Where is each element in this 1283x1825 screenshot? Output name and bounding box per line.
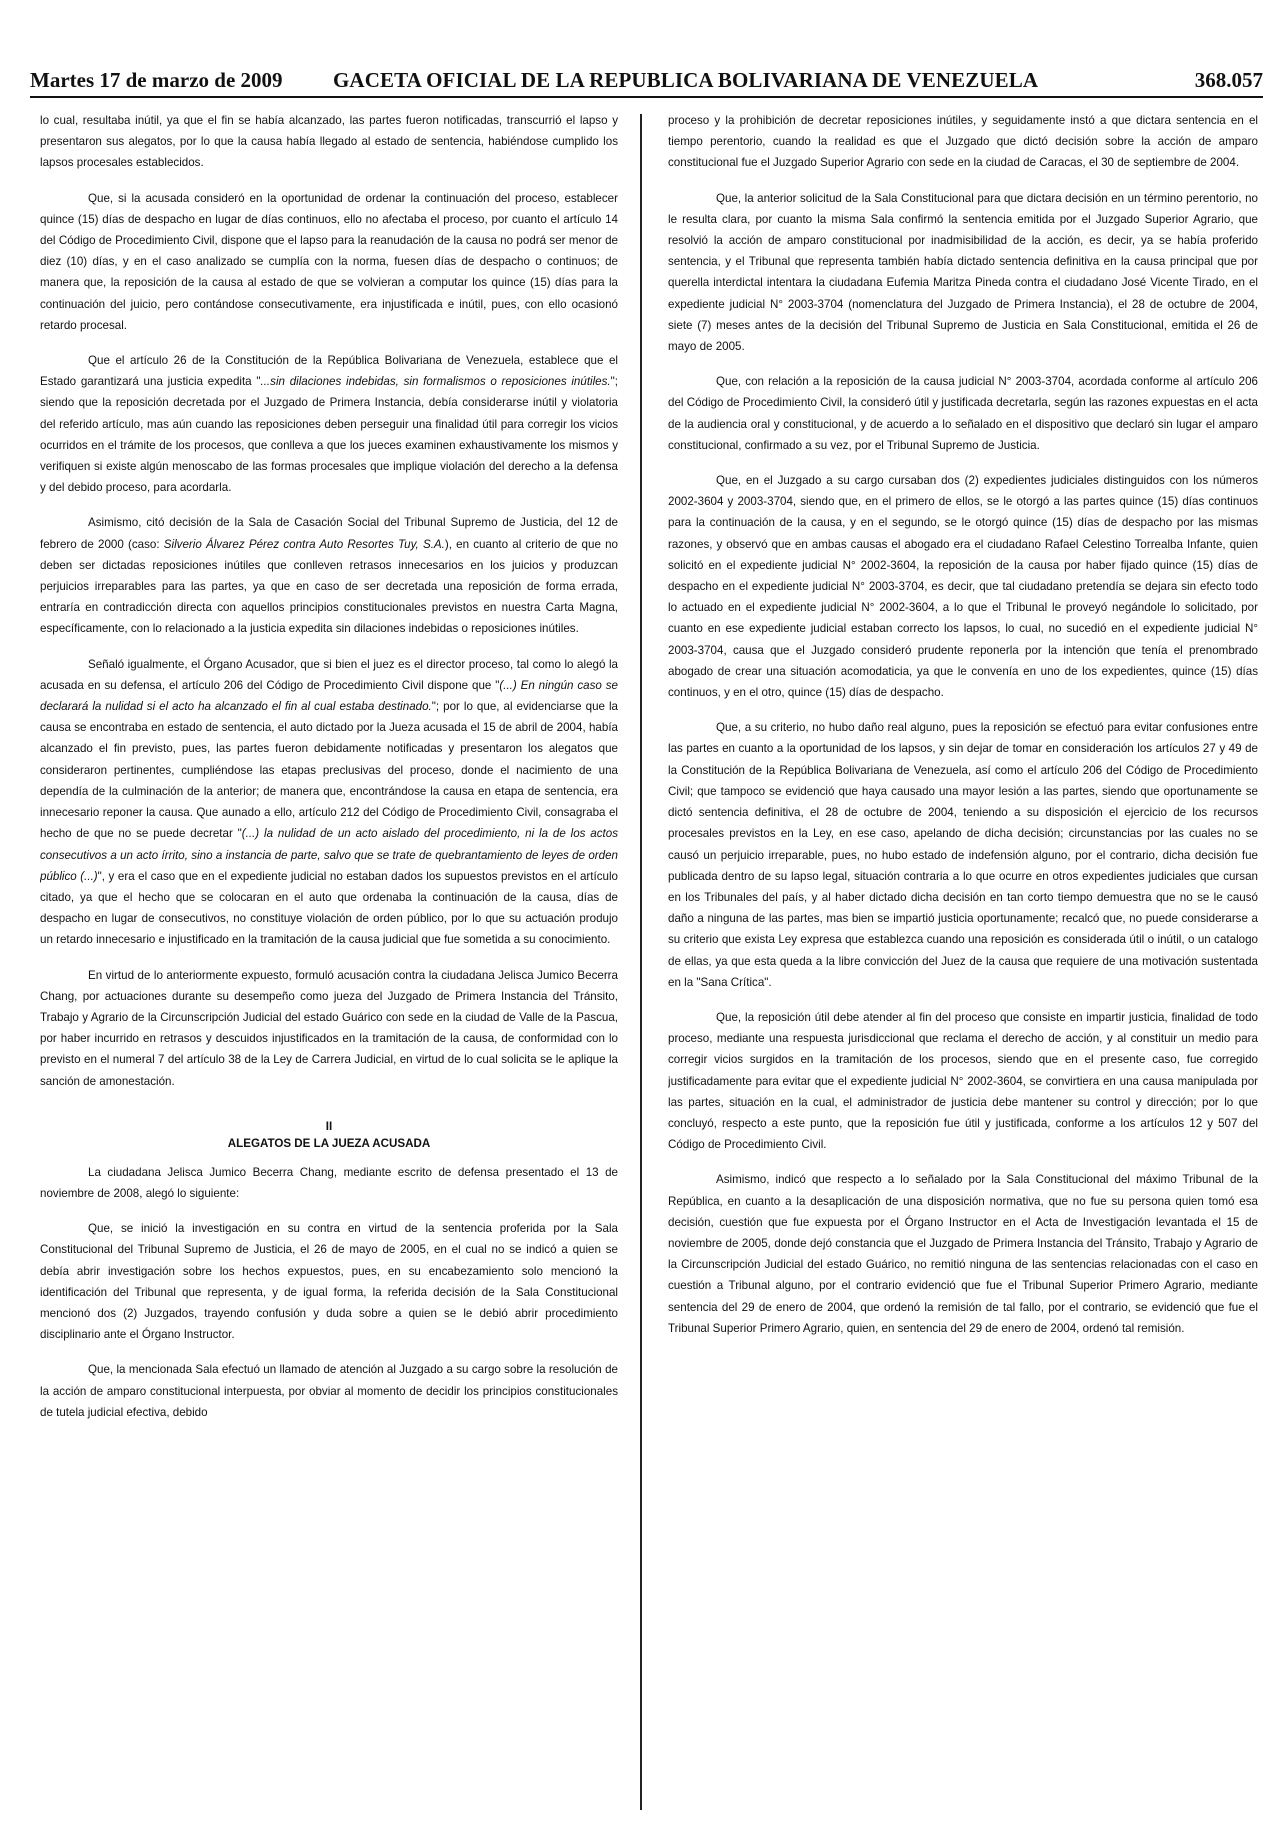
left-column bbox=[40, 110, 618, 1815]
header-date: Martes 17 de marzo de 2009 bbox=[30, 68, 283, 92]
header-rule bbox=[30, 96, 1263, 98]
paragraph: Que, la mencionada Sala efectuó un llamado de atención al Juzgado a su cargo sobre la resolución de la acción de amparo constitucional interpuesta, por obviar al momento de decidir los principios constitucionales de tutela judicial efectiva, debido bbox=[40, 1363, 618, 1419]
paragraph-text: Que el artículo 26 de la Constitución de la República Bolivariana de Venezuela, establece que el Estado garantizará una justicia expedita " bbox=[40, 354, 618, 389]
paragraph-text: Asimismo, citó decisión de la Sala de Casación Social del Tribunal Supremo de Justicia, del 12 de febrero de 2000 (caso: bbox=[40, 516, 618, 551]
constitution-quote: ...sin dilaciones indebidas, sin formalismos o reposiciones inútiles. bbox=[260, 375, 611, 389]
page-header bbox=[30, 68, 1263, 96]
header-title: GACETA OFICIAL DE LA REPUBLICA BOLIVARIANA DE VENEZUELA bbox=[333, 68, 1039, 92]
paragraph-text: "; por lo que, al evidenciarse que la causa se encontraba en estado de sentencia, el auto dictado por la Jueza acusada el 15 de abril de 2004, había alcanzado el fin previsto, pues, las partes fueron debidamente notificadas y presentaron los alegatos que consideraron pertinentes, cumpliéndose las etapas preclusivas del proceso, donde el nacimiento de una dependía de la culminación de la anterior; de manera que, encontrándose la causa en etapa de sentencia, era innecesario reponer la causa. Que aunado a ello, artículo 212 del Código de Procedimiento Civil, consagraba el hecho de que no se puede decretar " bbox=[40, 700, 618, 841]
paragraph-text: "; siendo que la reposición decretada por el Juzgado de Primera Instancia, debía considerarse inútil y violatoria del referido artículo, mas aún cuando las reposiciones deben perseguir una finalidad útil para corregir los vicios ocurridos en el trámite de los procesos, que conlleva a que los jueces examinen exhaustivamente los mismos y verifiquen si existe algún menoscabo de las formas procesales que implique violación del derecho a la defensa y del debido proceso, para acordarla. bbox=[40, 375, 618, 495]
paragraph: Que, se inició la investigación en su contra en virtud de la sentencia proferida por la Sala Constitucional del Tribunal Supremo de Justicia, el 26 de mayo de 2005, en el cual no se indicó a quien se debía abrir investigación sobre los hechos expuestos, pues, en su encabezamiento solo mencionó la identificación del Tribunal que representa, y de igual forma, la referida decisión de la Sala Constitucional mencionó dos (2) Juzgados, trayendo confusión y duda sobre a quien se le debió abrir procedimiento disciplinario ante el Órgano Instructor. bbox=[40, 1222, 618, 1342]
paragraph: Que, en el Juzgado a su cargo cursaban dos (2) expedientes judiciales distinguidos con los números 2002-3604 y 2003-3704, siendo que, en el primero de ellos, se le otorgó a las partes quince (15) días continuos para la continuación de la causa, y en el segundo, se le otorgó quince (15) días de despacho por las mismas razones, y observó que en ambas causas el abogado era el ciudadano Rafael Celestino Torrealba Infante, quien solicitó en el expediente judicial N° 2002-3604, la reposición de la causa por haber fijado quince (15) días de despacho en el expediente judicial N° 2003-3704, es decir, que tal ciudadano pretendía se dejara sin efecto todo lo actuado en el expediente judicial N° 2002-3604, a lo que el Tribunal le proveyó negándole lo solicitado, por cuanto en ese expediente judicial estaban correcto los lapsos, lo cual, no sucedió en el expediente judicial N° 2003-3704, causa que el Juzgado consideró prudente reponerla por la intención que tenía el prenombrado abogado de crear una situación acomodaticia, ya que le convenía en uno de los expedientes, quince (15) días continuos, y en el otro, quince (15) días de despacho. bbox=[668, 474, 1258, 700]
paragraph: Que, la anterior solicitud de la Sala Constitucional para que dictara decisión en un término perentorio, no le resulta clara, por cuanto la misma Sala confirmó la sentencia emitida por el Juzgado Superior Agrario, que resolvió la acción de amparo constitucional por inadmisibilidad de la acción, es decir, ya se había proferido sentencia, y el Tribunal que representa también había dictado sentencia definitiva en la causa principal que por querella interdictal intentara la ciudadana Eufemia Maritza Pineda contra el ciudadano José Vicente Tirado, en el expediente judicial N° 2003-3704 (nomenclatura del Juzgado de Primera Instancia), el 28 de octubre de 2004, siete (7) meses antes de la decisión del Tribunal Supremo de Justicia en Sala Constitucional, emitida el 26 de mayo de 2005. bbox=[668, 191, 1258, 354]
paragraph: Asimismo, indicó que respecto a lo señalado por la Sala Constitucional del máximo Tribunal de la República, en cuanto a la desaplicación de una disposición normativa, que no fue su persona quien tomó esa decisión, cuestión que fue expuesta por el Órgano Instructor en el Acta de Investigación levantada el 15 de noviembre de 2005, donde dejó constancia que el Juzgado de Primera Instancia del Tránsito, Trabajo y Agrario de la Circunscripción Judicial del estado Guárico, no remitió ninguna de las sentencias relacionadas con el caso en cuestión a Tribunal alguno, por el contrario evidenció que fue el Tribunal Superior Primero Agrario, mediante sentencia del 29 de enero de 2004, que ordenó la remisión de tal fallo, por el contrario, se evidenció que fue el Tribunal Superior Primero Agrario, quien, en sentencia del 29 de enero de 2004, ordenó tal remisión. bbox=[668, 1173, 1258, 1335]
paragraph bbox=[40, 654, 618, 951]
paragraph: La ciudadana Jelisca Jumico Becerra Chang, mediante escrito de defensa presentado el 13 de noviembre de 2008, alegó lo siguiente: bbox=[40, 1165, 618, 1200]
paragraph: Que, la reposición útil debe atender al fin del proceso que consiste en impartir justicia, finalidad de todo proceso, mediante una respuesta jurisdiccional que reclama el derecho de acción, y al constituir un medio para corregir vicios surgidos en la tramitación de los procesos, siendo que en el presente caso, fue corregido justificadamente para evitar que el expediente judicial N° 2002-3604, se convirtiera en una causa manipulada por las partes, situación en la cual, el administrador de justicia debe mantener su control y dirección; por lo que concluyó, respecto a este punto, que la reposición fue útil y justificada, conforme a los artículos 12 y 507 del Código de Procedimiento Civil. bbox=[668, 1010, 1258, 1152]
paragraph: proceso y la prohibición de decretar reposiciones inútiles, y seguidamente instó a que dictara sentencia en el tiempo perentorio, cuando la realidad es que el Juzgado que dictó decisión sobre la acción de amparo constitucional fue el Juzgado Superior Agrario con sede en la ciudad de Caracas, el 30 de septiembre de 2004. bbox=[668, 114, 1258, 170]
paragraph bbox=[40, 350, 618, 498]
header-page-number: 368.057 bbox=[1194, 68, 1263, 92]
paragraph: lo cual, resultaba inútil, ya que el fin se había alcanzado, las partes fueron notificadas, transcurrió el lapso y presentaron sus alegatos, por lo que la causa había llegado al estado de sentencia, habiéndose cumplido los lapsos procesales establecidos. bbox=[40, 114, 618, 170]
column-divider bbox=[640, 114, 642, 1810]
paragraph: Que, si la acusada consideró en la oportunidad de ordenar la continuación del proceso, establecer quince (15) días de despacho en lugar de días continuos, ello no afectaba el proceso, por cuanto el artículo 14 del Código de Procedimiento Civil, dispone que el lapso para la reanudación de la causa no podrá ser menor de diez (10) días, y en el caso analizado se cumplía con la norma, fuesen días de despacho o continuos; de manera que, la reposición de la causa al estado de que se volvieran a computar los quince (15) días para la continuación del juicio, pero contándose consecutivamente, era injustificada e inútil, pues, con ello ocasionó retardo procesal. bbox=[40, 191, 618, 332]
paragraph: Que, a su criterio, no hubo daño real alguno, pues la reposición se efectuó para evitar confusiones entre las partes en cuanto a la oportunidad de los lapsos, y sin dejar de tomar en consideración los artículos 27 y 49 de la Constitución de la República Bolivariana de Venezuela, así como el artículo 206 del Código de Procedimiento Civil; que tampoco se evidenció que haya causado una mayor lesión a las partes, siendo que oportunamente se dictó sentencia definitiva, el 28 de octubre de 2004, teniendo a su disposición el ejercicio de los recursos procesales previstos en la Ley, en ese caso, apelando de dicha decisión; circunstancias por las cuales no se causó un perjuicio irreparable, pues, no hubo estado de indefensión alguno, por el contrario, dicha decisión fue publicada dentro de su lapso legal, situación contraria a lo que ocurre en otros expedientes judiciales que cursan en los Tribunales del país, y al haber dictado dicha decisión en tan corto tiempo demuestra que no se le causó daño a ninguna de las partes, mas bien se impartió justicia oportunamente; recalcó que, no puede considerarse a su criterio que exista Ley expresa que establezca cuando una reposición es considerada útil o inútil, o un catalogo de ellas, ya que esta queda a la libre convicción del Juez de la causa que requiere de una motivación sustentada en la "Sana Crítica". bbox=[668, 721, 1258, 989]
section-heading bbox=[40, 1118, 618, 1152]
paragraph bbox=[40, 512, 618, 639]
paragraph: En virtud de lo anteriormente expuesto, formuló acusación contra la ciudadana Jelisca Jumico Becerra Chang, por actuaciones durante su desempeño como jueza del Juzgado de Primera Instancia del Tránsito, Trabajo y Agrario de la Circunscripción Judicial del estado Guárico con sede en la ciudad de Valle de la Pascua, por haber incurrido en retrasos y descuidos injustificados en la tramitación de la causa, de conformidad con lo previsto en el numeral 7 del artículo 38 de la Ley de Carrera Judicial, en virtud de lo cual solicita se le aplique la sanción de amonestación. bbox=[40, 968, 618, 1088]
article-quote: (...) la nulidad de un acto aislado del procedimiento, ni la de los actos consecutivos a un acto írrito, sino a instancia de parte, salvo que se trate de quebrantamiento de leyes de orden público (...) bbox=[40, 827, 618, 883]
paragraph-text: ", y era el caso que en el expediente judicial no estaban dados los supuestos previstos en el artículo citado, ya que el hecho que se colocaran en el auto que ordenaba la continuación de la causa, días de despacho en lugar de consecutivos, no constituye violación de orden público, por lo que su actuación produjo un retardo innecesario e injustificado en la tramitación de la causa judicial que fue sometida a su conocimiento. bbox=[40, 869, 618, 947]
right-column bbox=[668, 110, 1258, 1815]
case-citation: Silverio Álvarez Pérez contra Auto Resortes Tuy, S.A. bbox=[163, 537, 445, 551]
section-title: ALEGATOS DE LA JUEZA ACUSADA bbox=[227, 1136, 431, 1150]
paragraph-text: Señaló igualmente, el Órgano Acusador, que si bien el juez es el director proceso, tal como lo alegó la acusada en su defensa, el artículo 206 del Código de Procedimiento Civil dispone que " bbox=[40, 657, 618, 692]
section-number: II bbox=[325, 1119, 333, 1133]
paragraph: Que, con relación a la reposición de la causa judicial N° 2003-3704, acordada conforme al artículo 206 del Código de Procedimiento Civil, la consideró útil y justificada decretarla, según las razones expuestas en el acta de la audiencia oral y constitucional, y de acuerdo a lo señalado en el dispositivo que declaró sin lugar el amparo constitucional, confirmado a su vez, por el Tribunal Supremo de Justicia. bbox=[668, 375, 1258, 452]
paragraph-text: ), en cuanto al criterio de que no deben ser dictadas reposiciones inútiles que conlleven retrasos innecesarios en los juicios y produzcan perjuicios irreparables para las partes, ya que en caso de ser decretada una reposición de forma errada, entraría en contradicción directa con aquellos principios constitucionales previstos en nuestra Carta Magna, específicamente, con lo relacionado a la justicia expedita sin dilaciones indebidas o reposiciones inútiles. bbox=[40, 537, 618, 636]
article-quote: (...) En ningún caso se declarará la nulidad si el acto ha alcanzado el fin al cual estaba destinado. bbox=[40, 678, 618, 714]
